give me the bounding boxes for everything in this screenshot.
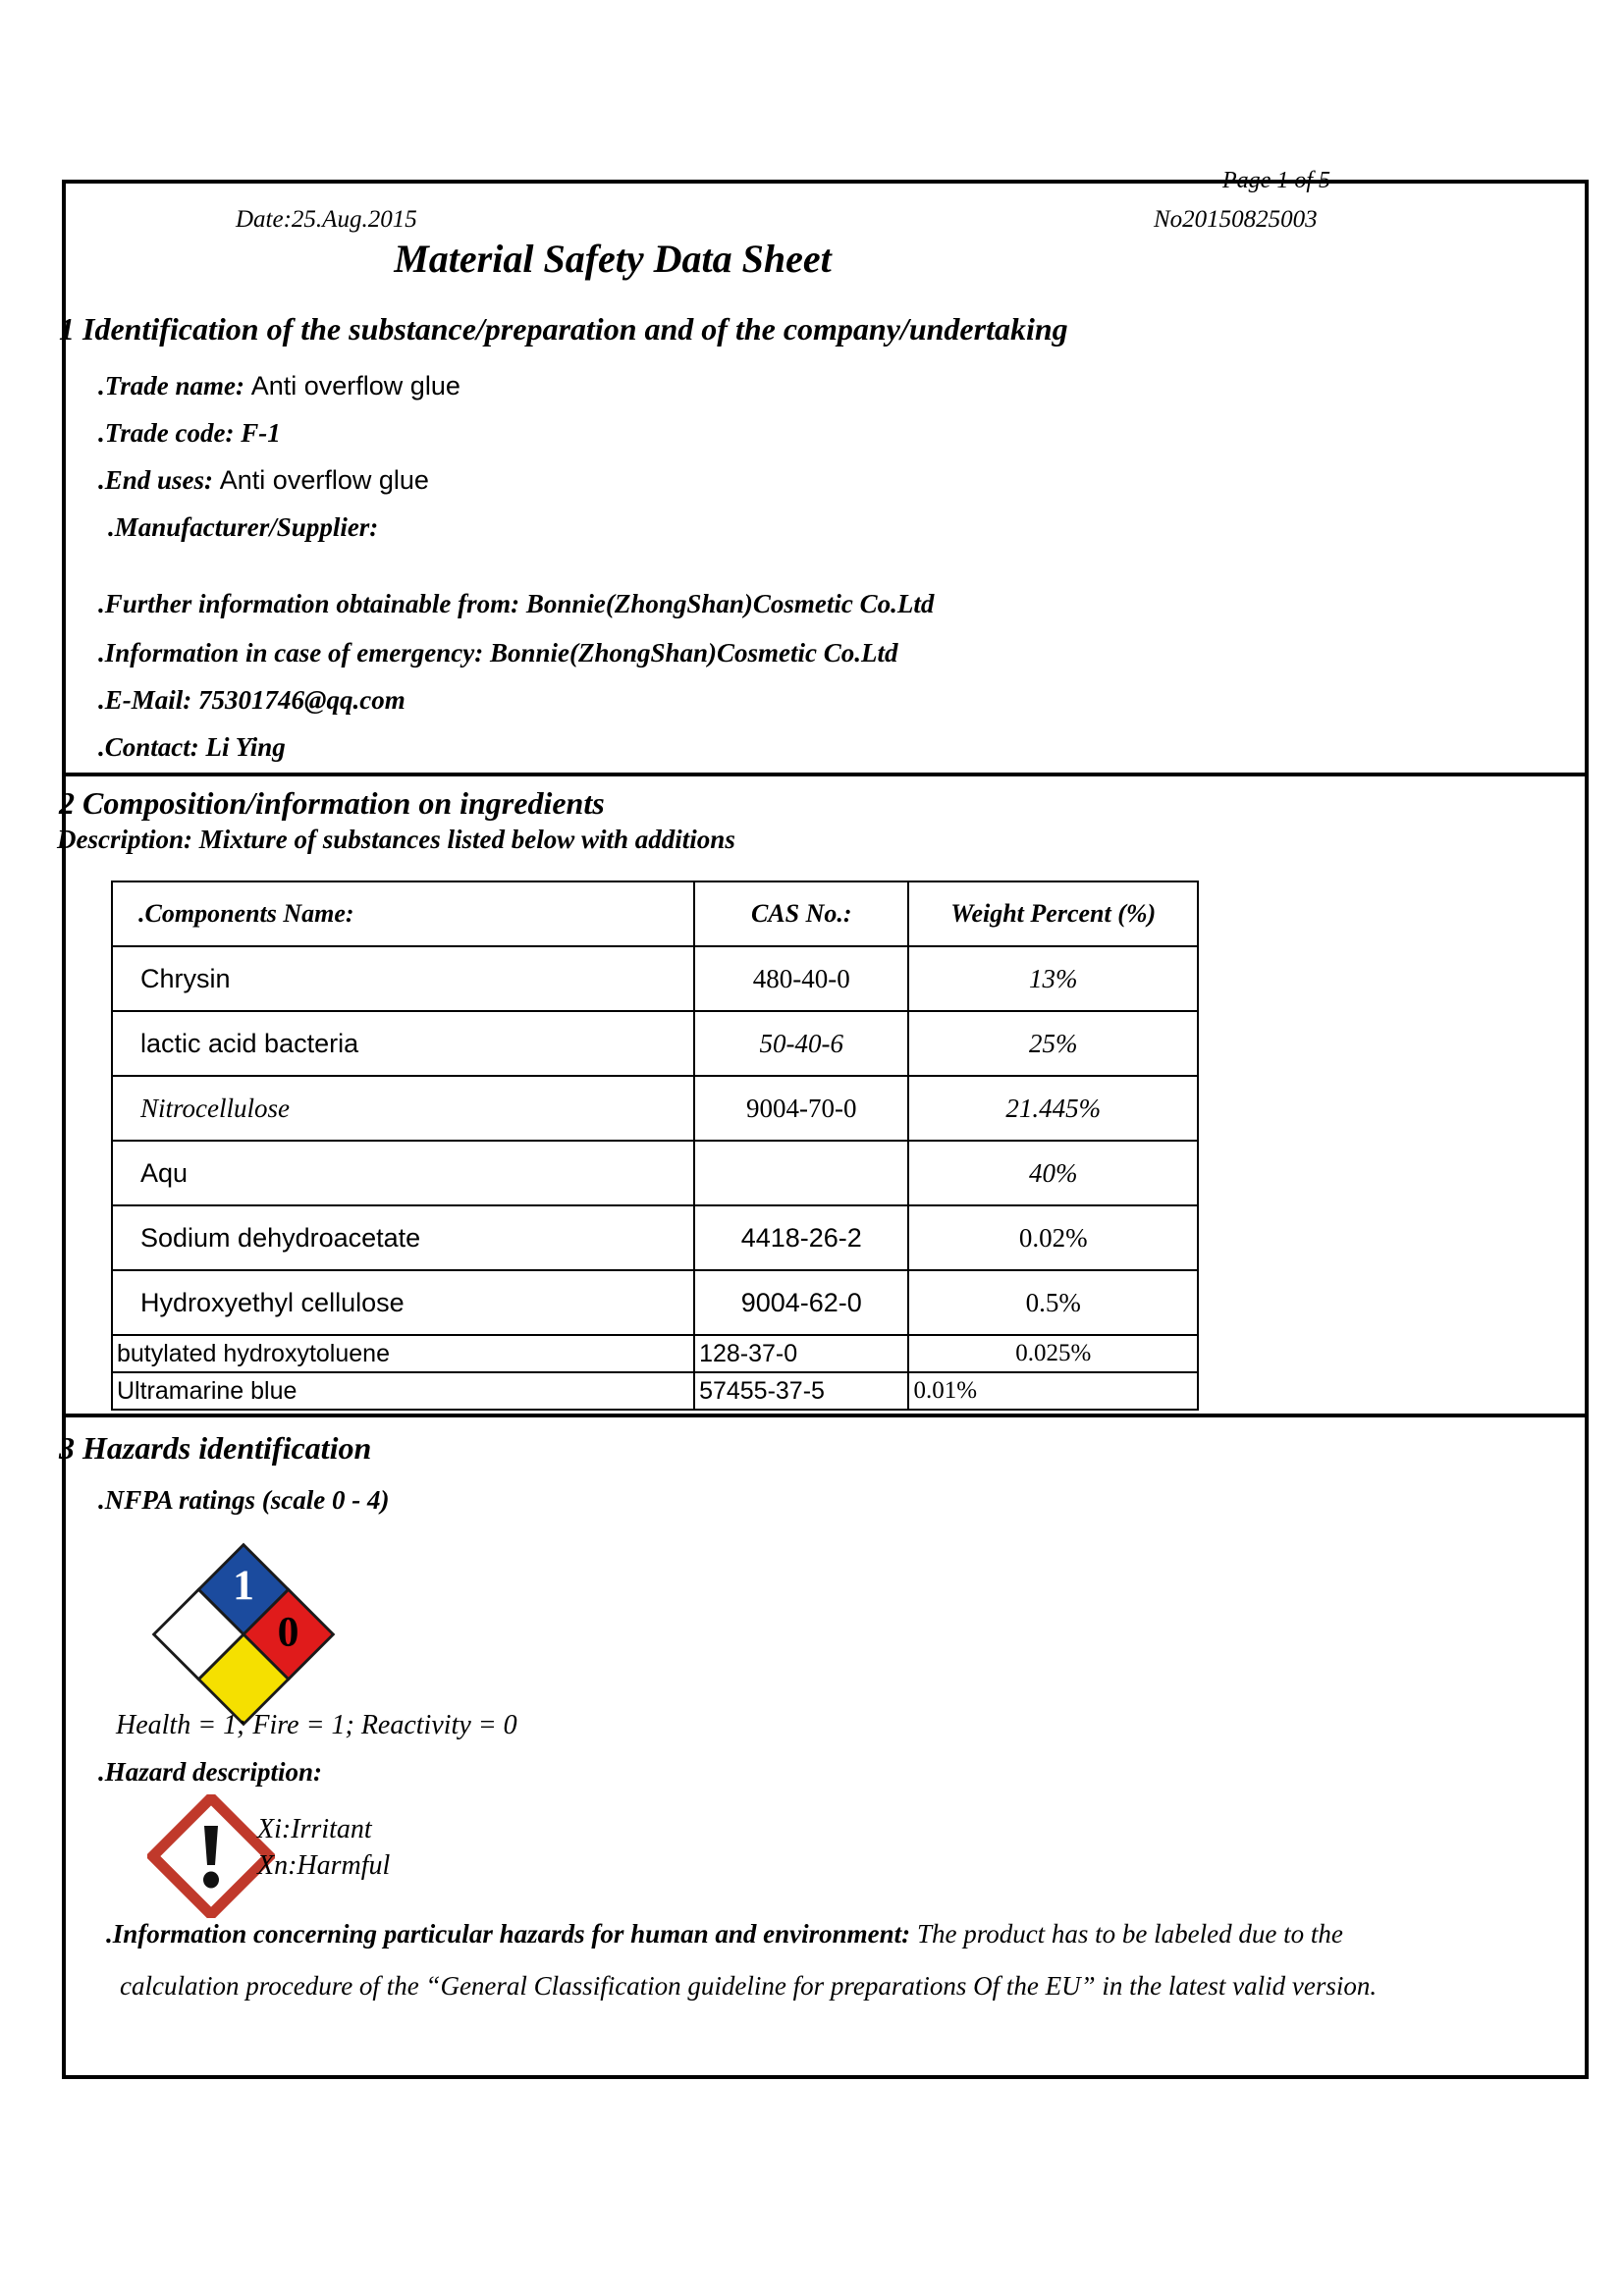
table-row bbox=[112, 1011, 1198, 1076]
cell-component-name: Nitrocellulose bbox=[112, 1076, 694, 1141]
ghs-exclamation-icon bbox=[147, 1794, 275, 1918]
table-row bbox=[112, 1372, 1198, 1410]
table-header-row bbox=[112, 881, 1198, 946]
section-divider-1 bbox=[62, 773, 1589, 776]
table-row bbox=[112, 1270, 1198, 1335]
cell-component-name: Ultramarine blue bbox=[112, 1372, 694, 1410]
page-number: Page 1 of 5 bbox=[1222, 168, 1330, 193]
cell-component-name: Hydroxyethyl cellulose bbox=[112, 1270, 694, 1335]
ghs-label-harmful: Xn:Harmful bbox=[257, 1850, 391, 1881]
ingredients-table bbox=[111, 881, 1199, 1411]
hazard-description-label: .Hazard description: bbox=[98, 1757, 323, 1787]
hazard-info-label: .Information concerning particular hazards for human and environment: bbox=[106, 1919, 911, 1949]
exclamation-dot bbox=[203, 1872, 219, 1889]
cell-component-name: lactic acid bacteria bbox=[112, 1011, 694, 1076]
section-divider-2 bbox=[62, 1414, 1589, 1417]
table-row bbox=[112, 1141, 1198, 1205]
contact-row: .Contact: Li Ying bbox=[98, 732, 286, 762]
page-title: Material Safety Data Sheet bbox=[394, 237, 832, 281]
manufacturer-label: .Manufacturer/Supplier: bbox=[108, 512, 379, 542]
document-number: No20150825003 bbox=[1154, 206, 1318, 233]
hazard-info-line-2: calculation procedure of the “General Classification guideline for preparations Of the EU” in the latest valid version. bbox=[120, 1971, 1378, 2001]
trade-name-value: Anti overflow glue bbox=[250, 371, 460, 400]
cell-component-name: butylated hydroxytoluene bbox=[112, 1335, 694, 1372]
cell-component-name: Sodium dehydroacetate bbox=[112, 1205, 694, 1270]
hazard-info-value: The product has to be labeled due to the bbox=[916, 1919, 1343, 1949]
trade-name-label: .Trade name: bbox=[98, 371, 244, 400]
nfpa-health-value: 1 bbox=[188, 1608, 210, 1656]
cell-weight-percent: 0.01% bbox=[908, 1372, 1198, 1410]
cell-weight-percent: 25% bbox=[908, 1011, 1198, 1076]
nfpa-ratings-label: .NFPA ratings (scale 0 - 4) bbox=[98, 1485, 390, 1515]
cell-weight-percent: 40% bbox=[908, 1141, 1198, 1205]
email-row: .E-Mail: 75301746@qq.com bbox=[98, 685, 406, 715]
column-header-weight-percent: Weight Percent (%) bbox=[908, 881, 1198, 946]
cell-cas-number: 128-37-0 bbox=[694, 1335, 908, 1372]
table-row bbox=[112, 1076, 1198, 1141]
document-date: Date:25.Aug.2015 bbox=[236, 206, 417, 233]
cell-weight-percent: 0.5% bbox=[908, 1270, 1198, 1335]
table-row bbox=[112, 1335, 1198, 1372]
trade-name-row bbox=[98, 371, 460, 401]
end-uses-label: .End uses: bbox=[98, 465, 214, 495]
hazard-info-line-1 bbox=[106, 1919, 1343, 1949]
trade-code-row: .Trade code: F-1 bbox=[98, 418, 281, 448]
cell-cas-number bbox=[694, 1141, 908, 1205]
end-uses-row bbox=[98, 465, 429, 496]
cell-cas-number: 4418-26-2 bbox=[694, 1205, 908, 1270]
cell-component-name: Aqu bbox=[112, 1141, 694, 1205]
cell-cas-number: 57455-37-5 bbox=[694, 1372, 908, 1410]
section2-heading: 2 Composition/information on ingredients bbox=[59, 785, 605, 821]
cell-weight-percent: 0.02% bbox=[908, 1205, 1198, 1270]
cell-weight-percent: 21.445% bbox=[908, 1076, 1198, 1141]
cell-weight-percent: 0.025% bbox=[908, 1335, 1198, 1372]
column-header-components-name: .Components Name: bbox=[112, 881, 694, 946]
emergency-information-row: .Information in case of emergency: Bonnie(ZhongShan)Cosmetic Co.Ltd bbox=[98, 638, 898, 667]
section1-heading: 1 Identification of the substance/preparation and of the company/undertaking bbox=[59, 311, 1068, 347]
cell-weight-percent: 13% bbox=[908, 946, 1198, 1011]
table-row bbox=[112, 1205, 1198, 1270]
table-row bbox=[112, 946, 1198, 1011]
cell-cas-number: 9004-62-0 bbox=[694, 1270, 908, 1335]
nfpa-diamond-icon bbox=[150, 1541, 337, 1728]
nfpa-reactivity-value: 0 bbox=[277, 1608, 299, 1656]
nfpa-ratings-text: Health = 1; Fire = 1; Reactivity = 0 bbox=[116, 1710, 517, 1740]
end-uses-value: Anti overflow glue bbox=[219, 465, 429, 495]
cell-cas-number: 50-40-6 bbox=[694, 1011, 908, 1076]
cell-cas-number: 480-40-0 bbox=[694, 946, 908, 1011]
column-header-cas-no: CAS No.: bbox=[694, 881, 908, 946]
section3-heading: 3 Hazards identification bbox=[59, 1430, 372, 1466]
cell-cas-number: 9004-70-0 bbox=[694, 1076, 908, 1141]
cell-component-name: Chrysin bbox=[112, 946, 694, 1011]
ghs-label-irritant: Xi:Irritant bbox=[257, 1814, 372, 1844]
further-information-row: .Further information obtainable from: Bonnie(ZhongShan)Cosmetic Co.Ltd bbox=[98, 589, 935, 618]
composition-description: Description: Mixture of substances listed below with additions bbox=[57, 825, 735, 854]
nfpa-fire-value: 1 bbox=[233, 1561, 254, 1609]
